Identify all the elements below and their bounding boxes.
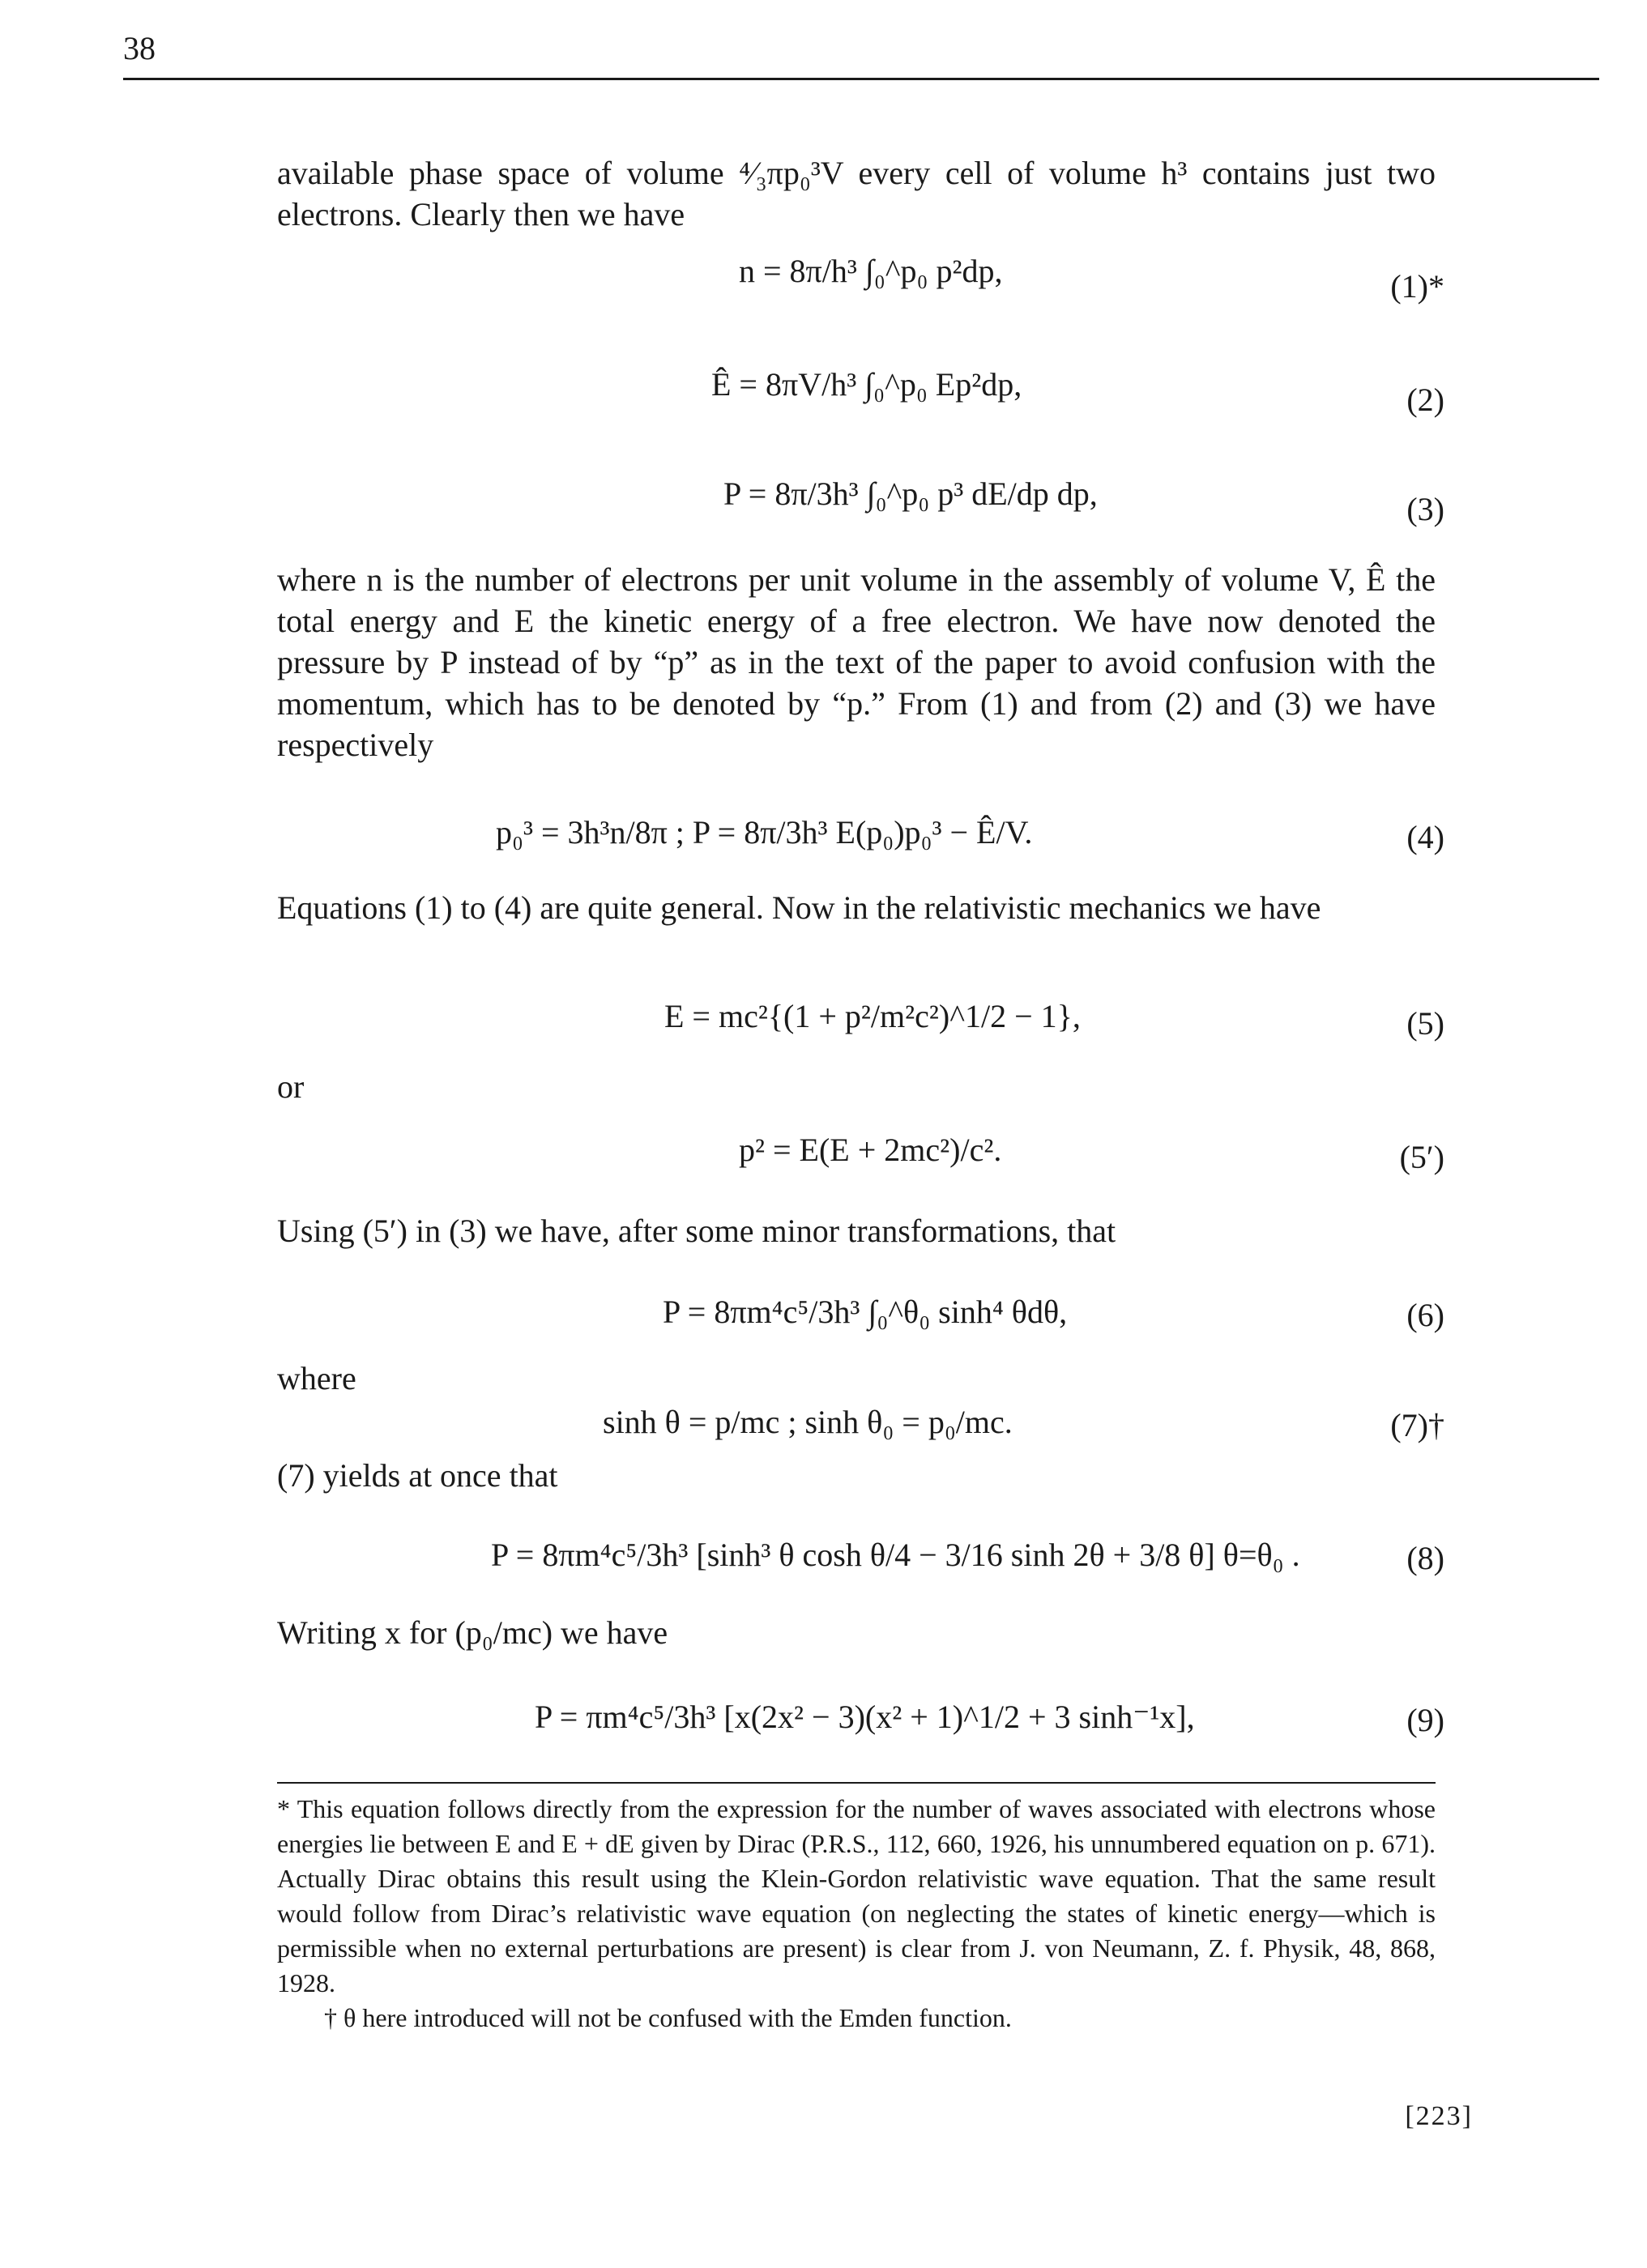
equation-8-text: P = 8πm⁴c⁵/3h³ [sinh³ θ cosh θ/4 − 3/16 sinh 2θ + 3/8 θ] θ=θ₀ .	[491, 1537, 1300, 1573]
equation-3-label: (3)	[1406, 491, 1444, 527]
footnote-dagger: † θ here introduced will not be confused with the Emden function.	[324, 2003, 1012, 2032]
equation-4-text: p₀³ = 3h³n/8π ; P = 8π/3h³ E(p₀)p₀³ − Ê/V.	[496, 814, 1033, 850]
equation-6-label: (6)	[1406, 1297, 1444, 1333]
footnote-star: * This equation follows directly from the expression for the number of waves associated with electrons whose energies lie between E and E + dE given by Dirac (P.R.S., 112, 660, 1926, his unnumbered equation on p. 671). Actually Dirac obtains this result using the Klein-Gordon relativistic wave equation. That the same result would follow from Dirac’s relativistic wave equation (on neglecting the states of kinetic energy—which is permissible when no external perturbations are present) is clear from J. von Neumann, Z. f. Physik, 48, 868, 1928.	[277, 1794, 1436, 1997]
equation-5-text: E = mc²{(1 + p²/m²c²)^1/2 − 1},	[664, 998, 1081, 1034]
paragraph-or: or	[277, 1068, 305, 1105]
equation-1	[739, 255, 1002, 288]
equation-9-label: (9)	[1406, 1702, 1444, 1738]
equation-3	[723, 475, 1098, 512]
equation-5-prime-text: p² = E(E + 2mc²)/c².	[739, 1132, 1002, 1168]
header-rule	[123, 78, 1599, 80]
paragraph-yields: (7) yields at once that	[277, 1457, 558, 1494]
equation-5	[664, 1000, 1081, 1033]
folio: [223]	[1405, 2101, 1473, 2131]
equation-3-text: P = 8π/3h³ ∫₀^p₀ p³ dE/dp dp,	[723, 475, 1098, 512]
equation-2-label: (2)	[1406, 382, 1444, 418]
equation-2-text: Ê = 8πV/h³ ∫₀^p₀ Ep²dp,	[711, 366, 1022, 403]
equation-9-text: P = πm⁴c⁵/3h³ [x(2x² − 3)(x² + 1)^1/2 + 3 sinh⁻¹x],	[535, 1699, 1195, 1735]
equation-5-label: (5)	[1406, 1005, 1444, 1042]
equation-1-text: n = 8π/h³ ∫₀^p₀ p²dp,	[739, 253, 1003, 289]
equation-5-prime	[739, 1134, 1001, 1166]
equation-1-label: (1)*	[1390, 268, 1444, 305]
equation-4	[496, 816, 1032, 849]
paragraph-2: where n is the number of electrons per unit volume in the assembly of volume V, Ê the total energy and E the kinetic energy of a free electron. We have now denoted the pressure by P instead of by “p” as in the text of the paper to avoid confusion with the momentum, which has to be denoted by “p.” From (1) and from (2) and (3) we have respectively	[277, 561, 1436, 763]
equation-9	[535, 1701, 1195, 1733]
footnotes	[277, 1792, 1436, 2036]
equation-6-text: P = 8πm⁴c⁵/3h³ ∫₀^θ₀ sinh⁴ θdθ,	[663, 1294, 1068, 1330]
footnote-rule	[277, 1782, 1436, 1784]
paragraph-1: available phase space of volume ⁴⁄₃πp₀³V every cell of volume h³ contains just two electrons. Clearly then we have	[277, 155, 1436, 232]
equation-4-label: (4)	[1406, 819, 1444, 855]
paragraph-writing: Writing x for (p₀/mc) we have	[277, 1614, 668, 1651]
paragraph-3: Equations (1) to (4) are quite general. Now in the relativistic mechanics we have	[277, 889, 1321, 926]
page-number: 38	[123, 30, 156, 66]
paragraph-using: Using (5′) in (3) we have, after some minor transformations, that	[277, 1213, 1116, 1249]
paragraph-where: where	[277, 1360, 356, 1396]
equation-8	[491, 1539, 1300, 1571]
equation-7-text: sinh θ = p/mc ; sinh θ₀ = p₀/mc.	[603, 1404, 1013, 1440]
equation-6	[663, 1296, 1067, 1328]
equation-7	[603, 1406, 1013, 1439]
equation-5-prime-label: (5′)	[1399, 1139, 1444, 1175]
equation-2	[711, 366, 1022, 403]
equation-7-label: (7)†	[1390, 1407, 1444, 1443]
equation-8-label: (8)	[1406, 1540, 1444, 1576]
